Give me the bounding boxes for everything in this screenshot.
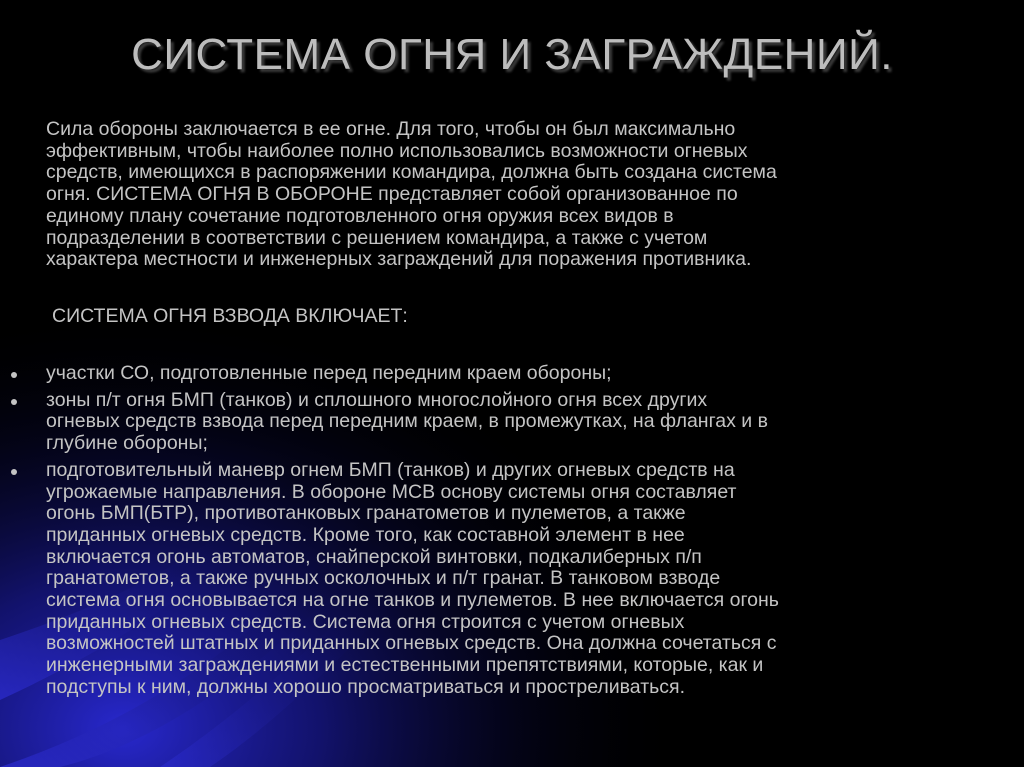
bullet-dot-icon [11,399,17,405]
slide-title: СИСТЕМА ОГНЯ И ЗАГРАЖДЕНИЙ. [131,30,893,79]
subheading: СИСТЕМА ОГНЯ ВЗВОДА ВКЛЮЧАЕТ: [52,305,408,327]
bullet-item [0,363,1024,385]
bullet-list [0,363,1024,704]
bullet-item [0,460,1024,699]
intro-paragraph: Сила обороны заключается в ее огне. Для того, чтобы он был максимально эффективным, чтобы наиболее полно использовались возможности огневых средств, имеющихся в распоряжении командира, должна быть создана система огня. СИСТЕМА ОГНЯ В ОБОРОНЕ представляет собой организованное по единому плану сочетание подготовленного огня оружия всех видов в подразделении в соответствии с решением командира, а также с учетом характера местности и инженерных заграждений для поражения противника. [46,118,777,271]
bullet-item [0,390,1024,455]
bullet-text: участки СО, подготовленные перед передним краем обороны; [46,362,612,384]
bullet-text: подготовительный маневр огнем БМП (танков) и других огневых средств на угрожаемые направления. В обороне МСВ основу системы огня составляет огонь БМП(БТР), противотанковых гранатометов и пулеметов, а также приданных огневых средств. Кроме того, как составной элемент в нее включается огонь автоматов, снайперской винтовки, подкалиберных п/п гранатометов, а также ручных осколочных и п/т гранат. В танковом взводе система огня основывается на огне танков и пулеметов. В нее включается огонь приданных огневых средств. Система огня строится с учетом огневых возможностей штатных и приданных огневых средств. Она должна сочетаться с инженерными заграждениями и естественными препятствиями, которые, как и подступы к ним, должны хорошо просматриваться и простреливаться. [46,458,779,698]
bullet-dot-icon [11,372,17,378]
bullet-dot-icon [11,469,17,475]
bullet-text: зоны п/т огня БМП (танков) и сплошного многослойного огня всех других огневых средств взвода перед передним краем, в промежутках, на флангах и в глубине обороны; [46,388,768,455]
